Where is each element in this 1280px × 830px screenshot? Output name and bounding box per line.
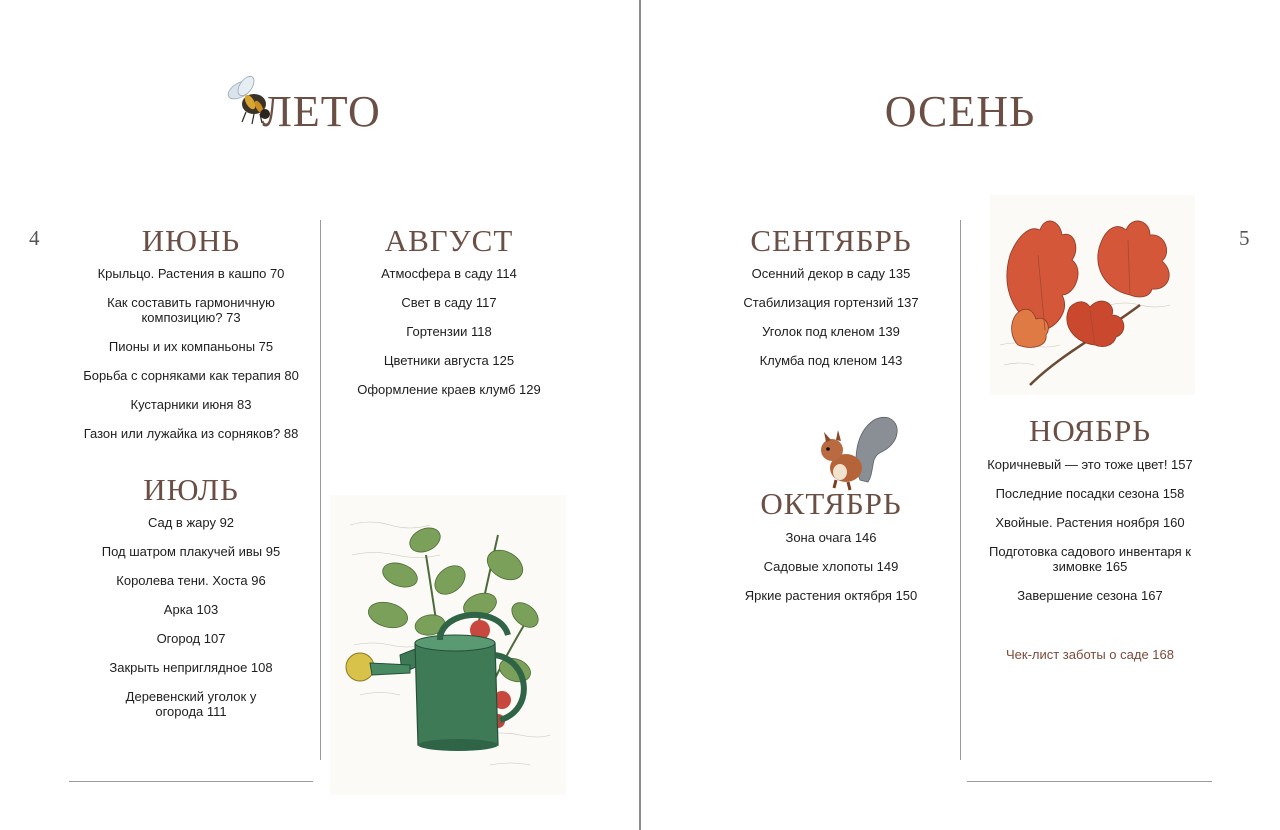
page-number-left: 4 <box>29 226 40 250</box>
list-item[interactable]: Завершение сезона 167 <box>1017 588 1163 603</box>
month-title-november: НОЯБРЬ <box>1028 413 1152 448</box>
season-title-summer: ЛЕТО <box>262 87 381 136</box>
list-item[interactable]: Осенний декор в саду 135 <box>751 266 911 281</box>
column-divider-right <box>960 220 961 760</box>
list-item[interactable]: Арка 103 <box>163 602 219 617</box>
list-item[interactable]: Как составить гармоничную композицию? 73 <box>107 295 275 325</box>
month-title-june: ИЮНЬ <box>141 223 241 258</box>
list-item[interactable]: Свет в саду 117 <box>401 295 497 310</box>
bottom-rule-right <box>967 781 1212 782</box>
list-item[interactable]: Садовые хлопоты 149 <box>763 559 899 574</box>
month-title-october: ОКТЯБРЬ <box>760 486 902 521</box>
page-number-right: 5 <box>1239 226 1250 250</box>
list-item[interactable]: Кустарники июня 83 <box>130 397 252 412</box>
checklist-link[interactable]: Чек-лист заботы о саде 168 <box>1005 647 1174 662</box>
list-item[interactable]: Оформление краев клумб 129 <box>357 382 541 397</box>
august-contents-list <box>329 266 569 411</box>
list-item[interactable]: Стабилизация гортензий 137 <box>743 295 919 310</box>
list-item[interactable]: Крыльцо. Растения в кашпо 70 <box>97 266 285 281</box>
list-item[interactable]: Сад в жару 92 <box>147 515 235 530</box>
list-item[interactable]: Гортензии 118 <box>406 324 492 339</box>
list-item[interactable]: Королева тени. Хоста 96 <box>116 573 266 588</box>
list-item[interactable]: Цветники августа 125 <box>383 353 515 368</box>
watering-can-illustration <box>330 495 566 795</box>
list-item[interactable]: Хвойные. Растения ноября 160 <box>995 515 1185 530</box>
june-contents-list <box>70 266 312 455</box>
list-item[interactable]: Клумба под кленом 143 <box>759 353 903 368</box>
list-item[interactable]: Пионы и их компаньоны 75 <box>108 339 274 354</box>
list-item[interactable]: Закрыть неприглядное 108 <box>109 660 273 675</box>
list-item[interactable]: Уголок под кленом 139 <box>762 324 900 339</box>
list-item[interactable]: Коричневый — это тоже цвет! 157 <box>987 457 1193 472</box>
season-title-autumn: ОСЕНЬ <box>884 87 1036 136</box>
november-contents-list <box>968 457 1212 617</box>
list-item[interactable]: Зона очага 146 <box>785 530 877 545</box>
list-item[interactable]: Яркие растения октября 150 <box>744 588 918 603</box>
column-divider-left <box>320 220 321 760</box>
list-item[interactable]: Борьба с сорняками как терапия 80 <box>83 368 299 383</box>
october-contents-list <box>711 530 951 617</box>
september-contents-list <box>711 266 951 382</box>
list-item[interactable]: Огород 107 <box>156 631 226 646</box>
month-title-july: ИЮЛЬ <box>143 472 239 507</box>
month-title-august: АВГУСТ <box>384 223 514 258</box>
july-contents-list <box>70 515 312 733</box>
list-item[interactable]: Подготовка садового инвентаря к зимовке 165 <box>989 544 1191 574</box>
month-title-september: СЕНТЯБРЬ <box>750 223 912 258</box>
list-item[interactable]: Деревенский уголок у огорода 111 <box>125 689 257 719</box>
list-item[interactable]: Под шатром плакучей ивы 95 <box>101 544 281 559</box>
book-spine <box>639 0 641 830</box>
squirrel-illustration <box>812 410 904 496</box>
list-item[interactable]: Газон или лужайка из сорняков? 88 <box>83 426 299 441</box>
bottom-rule-left <box>69 781 313 782</box>
list-item[interactable]: Последние посадки сезона 158 <box>995 486 1185 501</box>
list-item[interactable]: Атмосфера в саду 114 <box>381 266 517 281</box>
oak-leaves-illustration <box>990 195 1195 395</box>
